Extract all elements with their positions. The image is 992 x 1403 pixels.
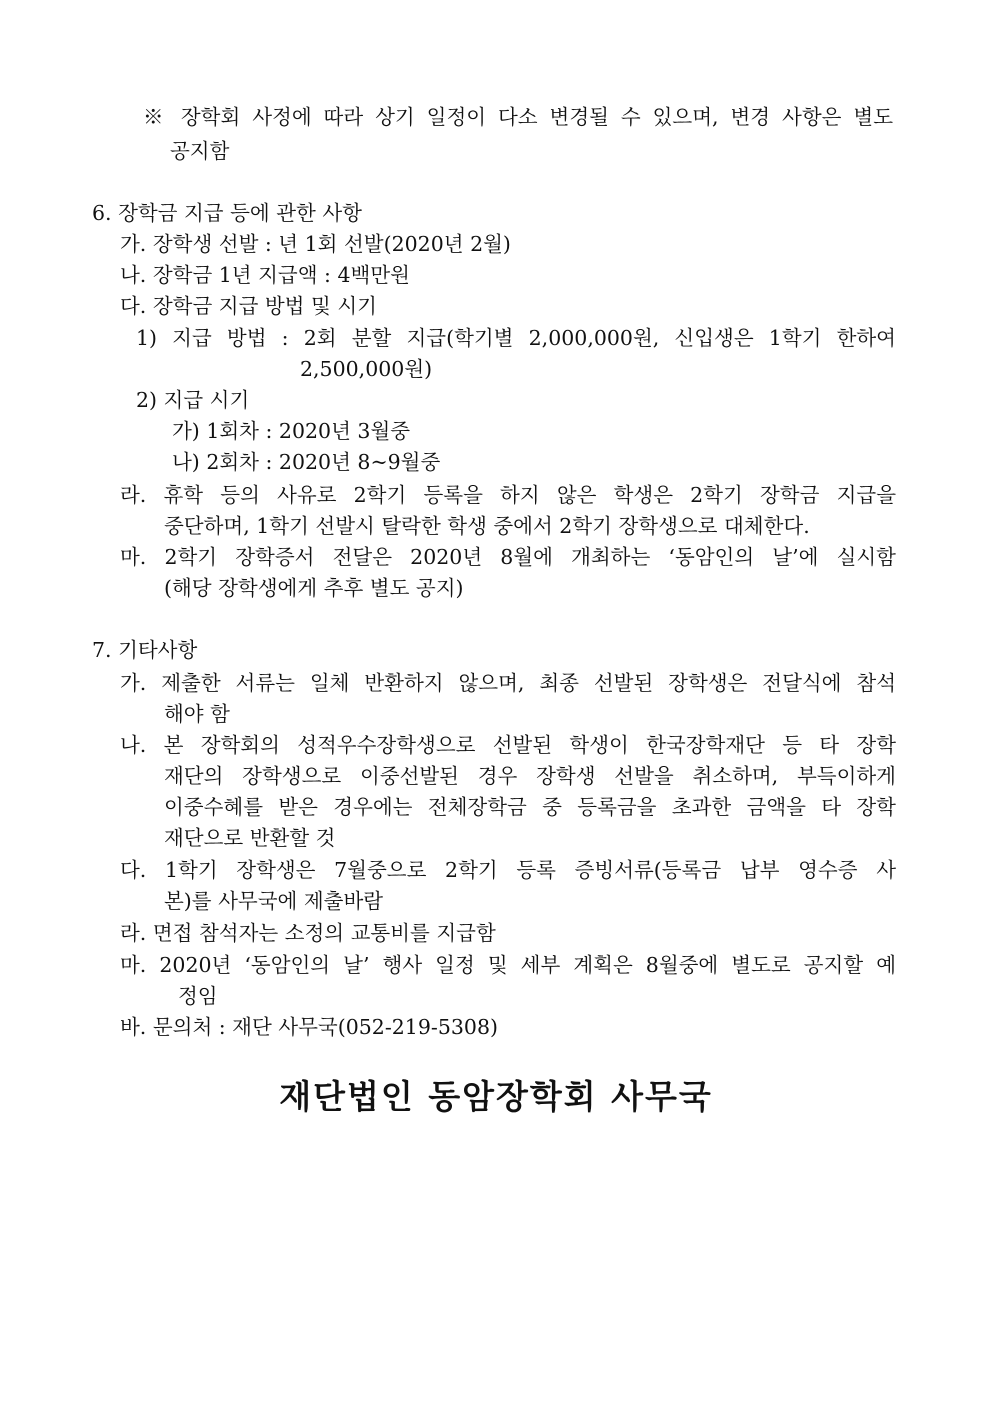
section-7-item-na-4: 재단으로 반환할 것 [164, 826, 336, 850]
section-6-item-ma-2: (해당 장학생에게 추후 별도 공지) [164, 576, 464, 600]
organization-title: 재단법인 동암장학회 사무국 [279, 1077, 713, 1116]
payment-timing-first: 가) 1회차 : 2020년 3월중 [172, 419, 411, 443]
section-6-item-da: 다. 장학금 지급 방법 및 시기 [120, 294, 377, 318]
section-7-item-na-2: 재단의 장학생으로 이중선발된 경우 장학생 선발을 취소하며, 부득이하게 [164, 764, 896, 788]
section-7-item-na-1: 나. 본 장학회의 성적우수장학생으로 선발된 학생이 한국장학재단 등 타 장학 [120, 733, 896, 757]
section-6-item-ra-1: 라. 휴학 등의 사유로 2학기 등록을 하지 않은 학생은 2학기 장학금 지급을 [120, 483, 896, 507]
section-7-item-ma-2: 정임 [178, 984, 218, 1008]
section-6-item-na: 나. 장학금 1년 지급액 : 4백만원 [120, 263, 410, 287]
payment-method-cont: 2,500,000원) [300, 357, 433, 381]
payment-timing-second: 나) 2회차 : 2020년 8~9월중 [172, 450, 441, 474]
section-7-item-da-1: 다. 1학기 장학생은 7월중으로 2학기 등록 증빙서류(등록금 납부 영수증 사 [120, 858, 896, 882]
section-7-item-ma-1: 마. 2020년 ‘동암인의 날’ 행사 일정 및 세부 계획은 8월중에 별도로 공지할 예 [120, 953, 896, 977]
section-7-item-ga-1: 가. 제출한 서류는 일체 반환하지 않으며, 최종 선발된 장학생은 전달식에 참석 [120, 671, 896, 695]
payment-timing: 2) 지급 시기 [136, 388, 250, 412]
notice-line-2: 공지함 [170, 139, 230, 163]
section-6-item-ma-1: 마. 2학기 장학증서 전달은 2020년 8월에 개최하는 ‘동암인의 날’에 실시함 [120, 545, 896, 569]
section-7-item-ga-2: 해야 함 [164, 702, 230, 726]
section-7-heading: 7. 기타사항 [92, 638, 198, 662]
section-6-heading: 6. 장학금 지급 등에 관한 사항 [92, 201, 362, 225]
notice-line-1: ※ 장학회 사정에 따라 상기 일정이 다소 변경될 수 있으며, 변경 사항은 별도 [143, 105, 893, 129]
payment-method: 1) 지급 방법 : 2회 분할 지급(학기별 2,000,000원, 신입생은 1학기 한하여 [136, 326, 896, 350]
section-7-item-na-3: 이중수혜를 받은 경우에는 전체장학금 중 등록금을 초과한 금액을 타 장학 [164, 795, 896, 819]
section-7-item-ba: 바. 문의처 : 재단 사무국(052-219-5308) [120, 1015, 498, 1039]
section-6-item-ga: 가. 장학생 선발 : 년 1회 선발(2020년 2월) [120, 232, 511, 256]
section-7-item-ra: 라. 면접 참석자는 소정의 교통비를 지급함 [120, 921, 496, 945]
section-6-item-ra-2: 중단하며, 1학기 선발시 탈락한 학생 중에서 2학기 장학생으로 대체한다. [164, 514, 810, 538]
section-7-item-da-2: 본)를 사무국에 제출바람 [164, 889, 384, 913]
